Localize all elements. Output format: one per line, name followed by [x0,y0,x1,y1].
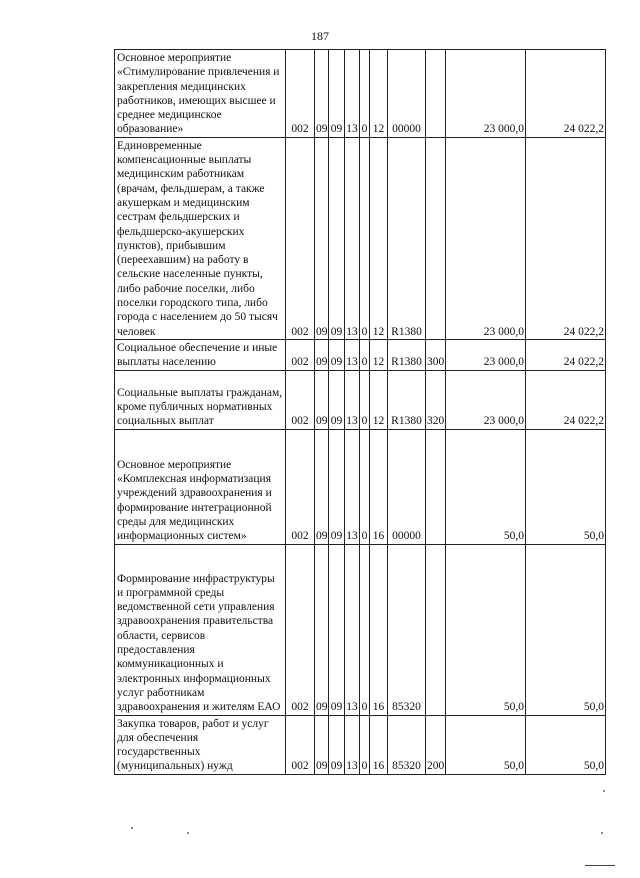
table-row [115,544,606,715]
cell-sum2: 50,0 [526,544,606,715]
table-row [115,137,606,339]
cell-p1: 13 [345,429,360,544]
cell-ved: 002 [286,715,315,774]
budget-table [114,49,606,775]
cell-sum2: 50,0 [526,429,606,544]
cell-p1: 13 [345,544,360,715]
cell-sum1: 23 000,0 [446,339,526,370]
cell-p3: 12 [370,50,388,138]
scan-speck [131,827,133,829]
cell-sum2: 24 022,2 [526,137,606,339]
cell-p3: 12 [370,137,388,339]
cell-pr: 09 [329,715,345,774]
cell-sum1: 50,0 [446,429,526,544]
cell-pr: 09 [329,429,345,544]
cell-p1: 13 [345,339,360,370]
cell-vr [426,137,446,339]
table-row [115,715,606,774]
cell-name: Основное мероприятие «Комплексная информатизация учреждений здравоохранения и формирование интеграционной среды для медицинских информационных систем» [115,429,286,544]
cell-vr [426,544,446,715]
cell-p3: 16 [370,544,388,715]
page-number: 187 [311,29,329,43]
cell-pr: 09 [329,50,345,138]
cell-sum1: 23 000,0 [446,370,526,429]
cell-vr: 200 [426,715,446,774]
cell-p4: 00000 [388,429,426,544]
cell-sum2: 50,0 [526,715,606,774]
cell-p2: 0 [360,339,370,370]
cell-vr [426,50,446,138]
cell-rz: 09 [315,370,329,429]
cell-rz: 09 [315,544,329,715]
cell-ved: 002 [286,429,315,544]
cell-p4: R1380 [388,370,426,429]
scan-line [585,865,615,866]
cell-name: Закупка товаров, работ и услуг для обеспечения государственных (муниципальных) нужд [115,715,286,774]
cell-p2: 0 [360,544,370,715]
cell-p4: 85320 [388,544,426,715]
table-row [115,429,606,544]
cell-name: Социальные выплаты гражданам, кроме публичных нормативных социальных выплат [115,370,286,429]
cell-ved: 002 [286,544,315,715]
cell-p3: 12 [370,370,388,429]
cell-p1: 13 [345,137,360,339]
cell-pr: 09 [329,544,345,715]
cell-p3: 16 [370,715,388,774]
cell-rz: 09 [315,715,329,774]
cell-name: Социальное обеспечение и иные выплаты населению [115,339,286,370]
cell-sum1: 50,0 [446,715,526,774]
cell-name: Основное мероприятие «Стимулирование привлечения и закрепления медицинских работников, имеющих высшее и среднее медицинское образование» [115,50,286,138]
cell-p2: 0 [360,715,370,774]
scan-speck [187,832,189,834]
cell-sum2: 24 022,2 [526,50,606,138]
scan-speck [601,832,603,834]
table-body [115,50,606,775]
cell-rz: 09 [315,429,329,544]
cell-ved: 002 [286,370,315,429]
cell-sum1: 23 000,0 [446,50,526,138]
cell-ved: 002 [286,50,315,138]
cell-rz: 09 [315,137,329,339]
cell-vr: 300 [426,339,446,370]
cell-p2: 0 [360,137,370,339]
cell-p1: 13 [345,50,360,138]
table-row [115,339,606,370]
cell-p3: 16 [370,429,388,544]
cell-p2: 0 [360,429,370,544]
cell-pr: 09 [329,137,345,339]
cell-p2: 0 [360,370,370,429]
cell-name: Формирование инфраструктуры и программной среды ведомственной сети управления здравоохранения правительства области, сервисов предоставления коммуникационных и электронных информационных услуг работникам здравоохранения и жителям ЕАО [115,544,286,715]
scan-speck [603,790,605,792]
cell-p4: 00000 [388,50,426,138]
cell-ved: 002 [286,137,315,339]
cell-sum2: 24 022,2 [526,339,606,370]
cell-rz: 09 [315,50,329,138]
cell-sum2: 24 022,2 [526,370,606,429]
cell-p2: 0 [360,50,370,138]
cell-p1: 13 [345,370,360,429]
cell-vr [426,429,446,544]
cell-pr: 09 [329,339,345,370]
cell-p4: R1380 [388,137,426,339]
table-row [115,370,606,429]
cell-rz: 09 [315,339,329,370]
cell-p1: 13 [345,715,360,774]
cell-p3: 12 [370,339,388,370]
cell-sum1: 50,0 [446,544,526,715]
cell-name: Единовременные компенсационные выплаты медицинским работникам (врачам, фельдшерам, а также акушеркам и медицинским сестрам фельдшерских и фельдшерско-акушерских пунктов), прибывшим (переехавшим) на работу в сельские населенные пункты, либо рабочие поселки, либо поселки городского типа, либо города с населением до 50 тысяч человек [115,137,286,339]
cell-p4: 85320 [388,715,426,774]
cell-ved: 002 [286,339,315,370]
cell-vr: 320 [426,370,446,429]
cell-sum1: 23 000,0 [446,137,526,339]
table-row [115,50,606,138]
cell-pr: 09 [329,370,345,429]
cell-p4: R1380 [388,339,426,370]
